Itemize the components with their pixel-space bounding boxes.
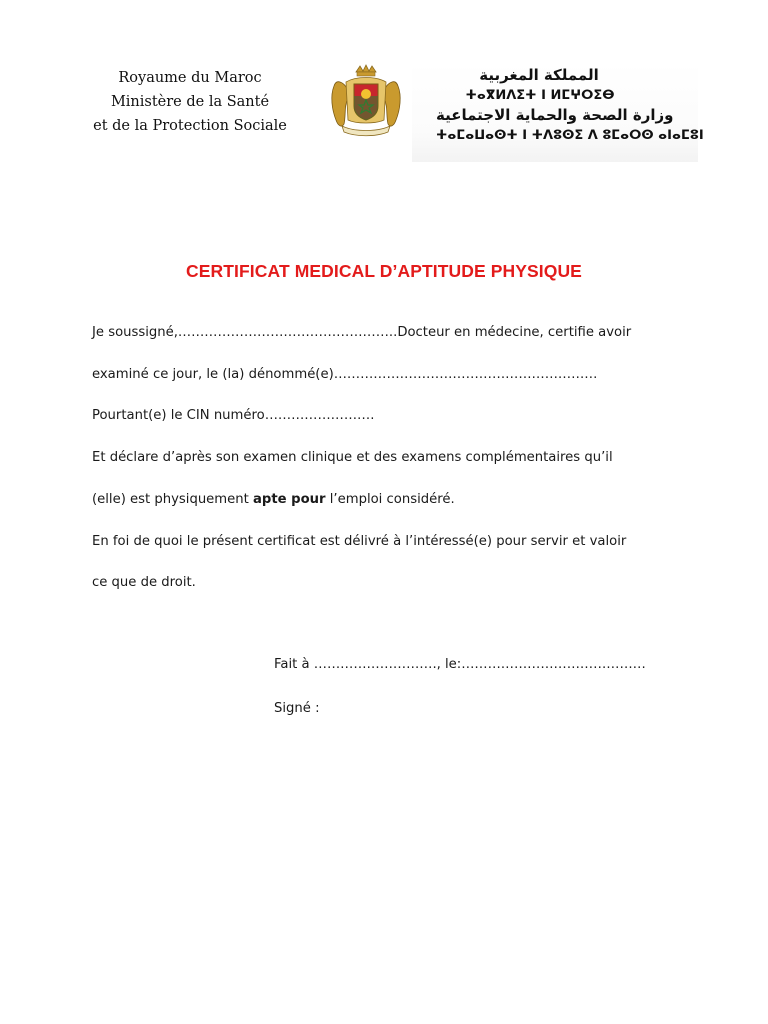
body-line-5-start: (elle) est physiquement	[92, 492, 253, 507]
body-line-1: Je soussigné,…………………………………………..Docteur en médecine, certifie avoir	[92, 325, 632, 340]
body-line-5-bold: apte pour	[252, 492, 326, 507]
body-line-3: Pourtant(e) le CIN numéro…………………….	[92, 408, 375, 423]
header-tifinagh-kingdom: ⵜⴰⴳⵍⴷⵉⵜ ⵏ ⵍⵎⵖⵔⵉⴱ	[465, 88, 615, 103]
header-kingdom: Royaume du Maroc	[118, 70, 262, 86]
body-line-5-end: l’emploi considéré.	[325, 492, 455, 507]
moroccan-coat-of-arms-emblem	[326, 62, 406, 142]
header-tifinagh-ministry: ⵜⴰⵎⴰⵡⴰⵙⵜ ⵏ ⵜⴷⵓⵙⵉ ⴷ ⵓⵎⴰⵔⵙ ⴰⵏⴰⵎⵓⵏ	[436, 128, 704, 143]
body-line-4: Et déclare d’après son examen clinique et des examens complémentaires qu’il	[92, 450, 613, 465]
header-arabic-ministry: وزارة الصحة والحماية الاجتماعية	[436, 106, 674, 124]
body-line-2: examiné ce jour, le (la) dénommé(e)……………………………………………………	[92, 367, 598, 382]
header-arabic-block	[412, 62, 704, 162]
place-date-line: Fait à ………………………., le:……………………………………	[274, 657, 646, 672]
body-line-7: ce que de droit.	[92, 575, 196, 590]
header-ministry: Ministère de la Santé	[110, 94, 270, 110]
header-ministry-sub: et de la Protection Sociale	[93, 118, 287, 134]
signature-label: Signé :	[274, 701, 320, 716]
body-line-6: En foi de quoi le présent certificat est délivré à l’intéressé(e) pour servir et valoir	[92, 534, 627, 549]
header-french-block	[84, 66, 296, 138]
document-title: CERTIFICAT MEDICAL D’APTITUDE PHYSIQUE	[186, 261, 582, 281]
body-line-5	[92, 492, 692, 507]
header-arabic-kingdom: المملكة المغربية	[479, 66, 599, 84]
